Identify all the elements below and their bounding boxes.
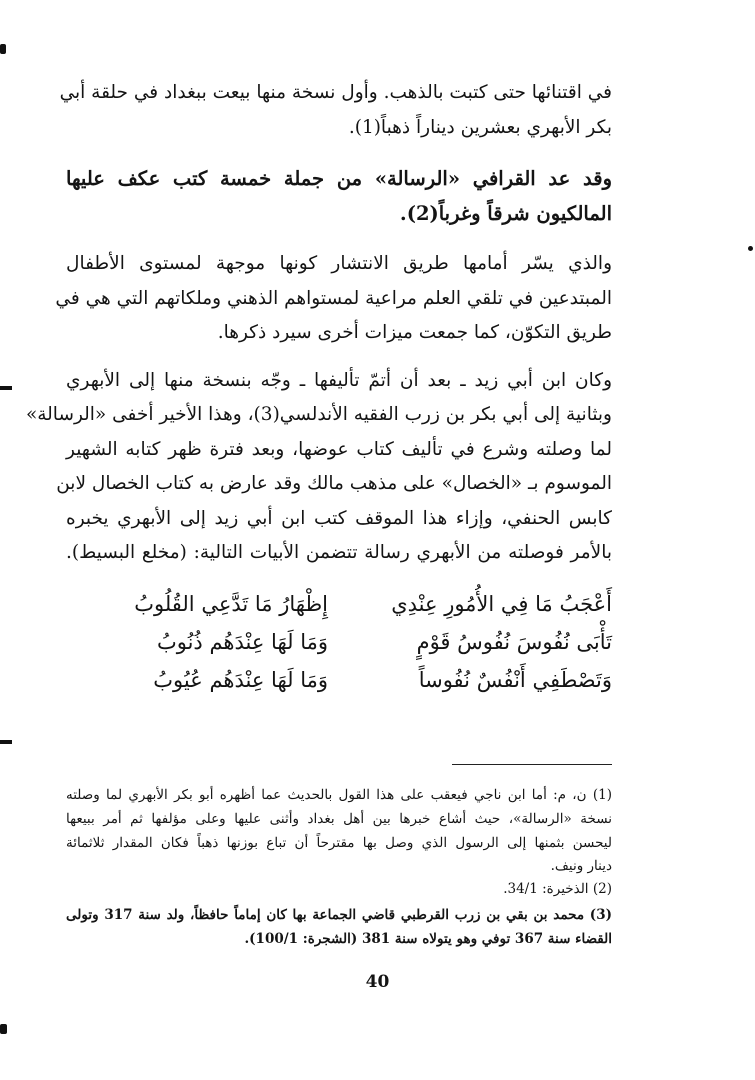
verse-second-hemistich: إِظْهَارُ مَا تَدَّعِي القُلُوبُ [134,592,328,616]
footnote-line: القضاء سنة 367 توفي وهو يتولاه سنة 381 (الشجرة: 100/1). [244,931,612,947]
verse-first-hemistich: أَعْجَبُ مَا فِي الأُمُورِ عِنْدِي [391,592,612,616]
verse-first-hemistich: تَأْبَى نُفُوسَ نُفُوسُ قَوْمٍ [416,630,612,654]
verse-second-hemistich: وَمَا لَهَا عِنْدَهُم عُيُوبُ [153,668,328,692]
footnote-separator [452,764,612,765]
footnote-line: دينار ونيف. [550,858,612,874]
footnote-line: (2) الذخيرة: 34/1. [503,881,612,897]
body-line: المالكيون شرقاً وغرباً(2). [399,202,612,225]
verse-first-hemistich: وَتَصْطَفِي أَنْفُسٌ نُفُوساً [418,668,612,692]
page-number: 40 [365,972,390,992]
body-line: الموسوم بـ «الخصال» على مذهب مالك وقد عارض به كتاب الخصال لابن [56,473,612,494]
verse-line [66,587,612,621]
body-line: المبتدعين في تلقي العلم مراعية لمستواهم الذهني وملكاتهم التي هي في [55,288,612,309]
footnote-line: (3) محمد بن بقي بن زرب القرطبي قاضي الجماعة بها كان إماماً حافظاً، ولد سنة 317 وتولى [66,907,612,923]
body-line: في اقتنائها حتى كتبت بالذهب. وأول نسخة منها بيعت ببغداد في حلقة أبي [59,82,612,103]
body-line: وكان ابن أبي زيد ـ بعد أن أتمّ تأليفها ـ وجّه بنسخة منها إلى الأبهري [66,370,612,391]
body-line: والذي يسّر أمامها طريق الانتشار كونها موجهة لمستوى الأطفال [66,253,612,274]
margin-mark [0,1024,7,1034]
margin-mark [748,246,753,251]
footnote-line: ليحسن بثمنها إلى الرسول الذي وصل بها مقترحاً أن تباع بوزنها ذهباً فكان المقدار ثلاثمائة [66,835,612,851]
footnote-line: (1) ن، م: أما ابن ناجي فيعقب على هذا القول بالحديث عما أظهره أبو بكر الأبهري لما وصلته [66,787,612,803]
body-line: بالأمر فوصلته من الأبهري رسالة تتضمن الأبيات التالية: (مخلع البسيط). [66,542,612,563]
verse-second-hemistich: وَمَا لَهَا عِنْدَهُم ذُنُوبُ [156,630,328,654]
body-line: بكر الأبهري بعشرين ديناراً ذهباً(1). [348,117,612,138]
body-line: وقد عد القرافي «الرسالة» من جملة خمسة كتب عكف عليها [66,167,612,190]
body-line: كابس الحنفي، وإزاء هذا الموقف كتب ابن أبي زيد إلى الأبهري يخبره [66,508,612,529]
margin-mark [0,386,12,390]
margin-mark [0,740,12,744]
body-line: لما وصلته وشرع في تأليف كتاب عوضها، وبعد فترة ظهر كتابه الشهير [66,439,612,460]
footnote-line: نسخة «الرسالة»، حيث أشاع خبرها بين أهل بغداد وأثنى عليها وعلى مؤلفها ثم أمر ببيعها [66,811,612,827]
verse-line [66,625,612,659]
verse-line [66,663,612,697]
margin-mark [0,44,6,54]
body-line: طريق التكوّن، كما جمعت ميزات أخرى سيرد ذكرها. [217,322,612,343]
body-line: وبثانية إلى أبي بكر بن زرب الفقيه الأندلسي(3)، وهذا الأخير أخفى «الرسالة» [25,404,612,425]
